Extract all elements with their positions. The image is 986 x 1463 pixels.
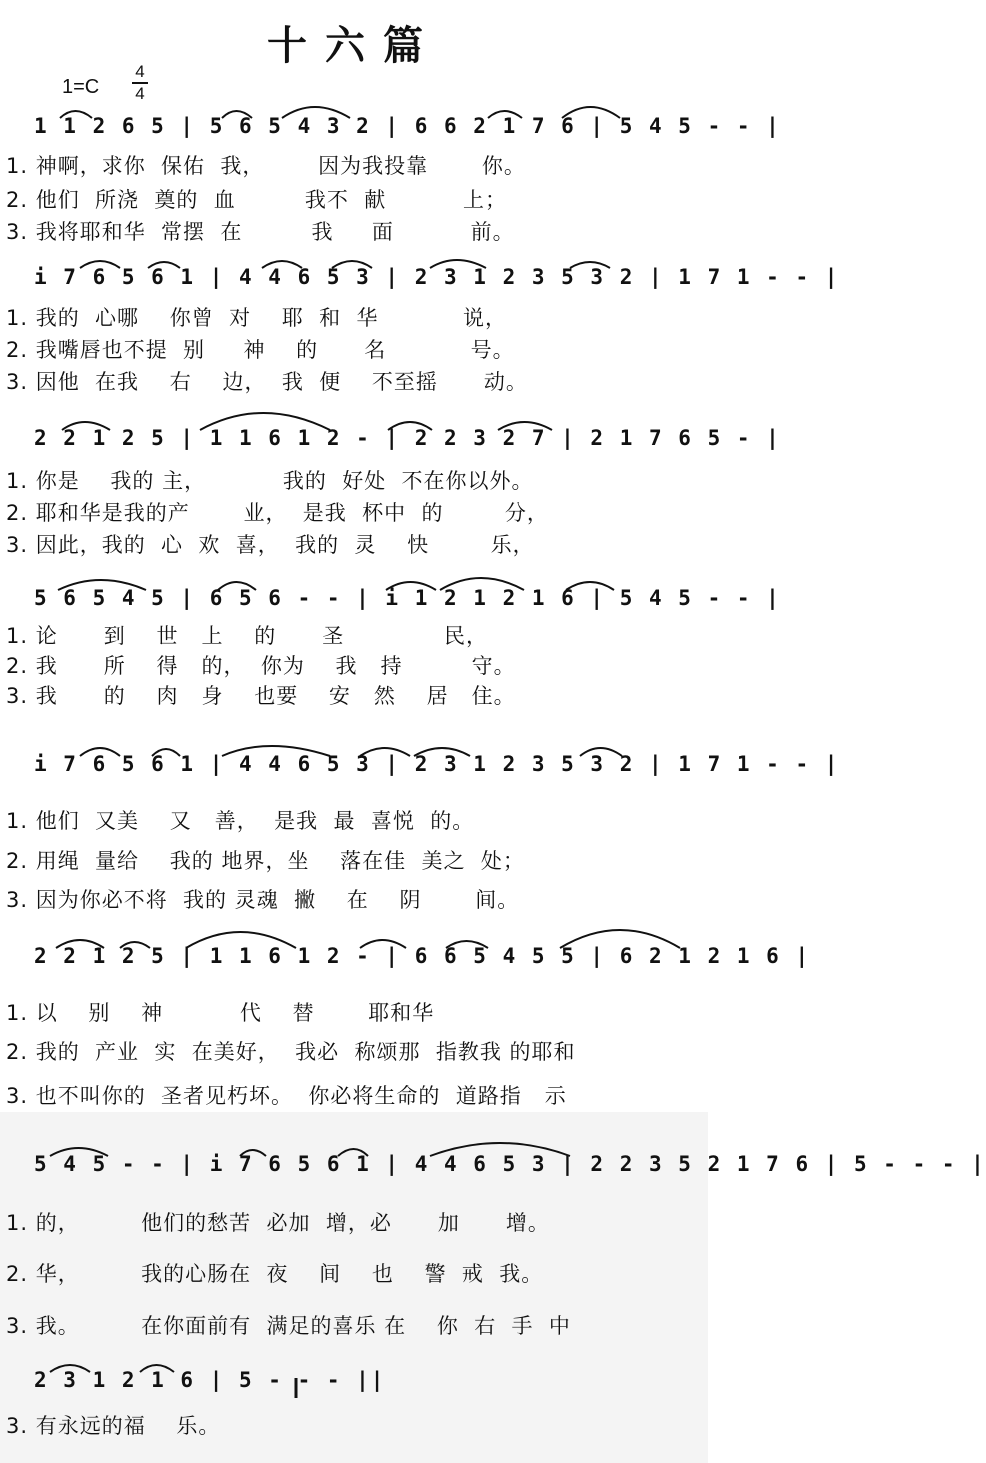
time-signature-bottom: 4 <box>135 84 145 103</box>
lyric-line: 1. 我的 心哪 你曾 对 耶 和 华 说， <box>6 306 507 330</box>
lyric-line: 1. 的， 他们的愁苦 必加 增，必 加 增。 <box>6 1211 550 1235</box>
lyric-line: 3. 因此，我的 心 欢 喜， 我的 灵 快 乐， <box>6 533 535 557</box>
lyric-line: 2. 我的 产业 实 在美好， 我必 称颂那 指教我 的耶和 <box>6 1040 576 1064</box>
key-signature: 1=C <box>62 76 100 98</box>
time-signature <box>132 63 148 103</box>
lyric-line: 1. 论 到 世 上 的 圣 民， <box>6 624 489 648</box>
lyric-line: 1. 你是 我的 主， 我的 好处 不在你以外。 <box>6 469 534 493</box>
lyric-line: 1. 以 别 神 代 替 耶和华 <box>6 1001 435 1025</box>
lyric-line: 2. 他们 所浇 奠的 血 我不 献 上； <box>6 188 507 212</box>
notation-line-8: 2 3 1 2 1 6 | 5 - - - || <box>34 1368 386 1392</box>
lyric-line: 2. 耶和华是我的产 业， 是我 杯中 的 分， <box>6 501 549 525</box>
notation-line-6: 2 2 1 2 5 | 1 1 6 1 2 - | 6 6 5 4 5 5 | 6 2 1 2 1 6 | <box>34 944 811 968</box>
lyric-line: 2. 华， 我的心肠在 夜 间 也 警 戒 我。 <box>6 1262 544 1286</box>
lyric-line: 2. 用绳 量给 我的 地界，坐 落在佳 美之 处； <box>6 849 525 873</box>
time-signature-top: 4 <box>135 62 145 81</box>
lyric-line: 3. 我。 在你面前有 满足的喜乐 在 你 右 手 中 <box>6 1314 571 1338</box>
lyric-line: 3. 因他 在我 右 边， 我 便 不至摇 动。 <box>6 370 528 394</box>
notation-line-5: i 7 6 5 6 1 | 4 4 6 5 3 | 2 3 1 2 3 5 3 2 | 1 7 1 - - | <box>34 752 840 776</box>
notation-line-3: 2 2 1 2 5 | 1 1 6 1 2 - | 2 2 3 2 7 | 2 1 7 6 5 - | <box>34 426 781 450</box>
lyric-line: 3. 因为你必不将 我的 灵魂 撇 在 阴 间。 <box>6 888 520 912</box>
lyric-line: 2. 我 所 得 的， 你为 我 持 守。 <box>6 654 516 678</box>
lyric-line: 3. 我将耶和华 常摆 在 我 面 前。 <box>6 220 515 244</box>
notation-line-7: 5 4 5 - - | i 7 6 5 6 1 | 4 4 6 5 3 | 2 2 3 5 2 1 7 6 | 5 - - - | <box>34 1152 986 1176</box>
lyric-line: 1. 他们 又美 又 善， 是我 最 喜悦 的。 <box>6 809 475 833</box>
page-title: 十六篇 <box>267 23 441 69</box>
lyric-line: 3. 我 的 肉 身 也要 安 然 居 住。 <box>6 684 516 708</box>
lyric-line: 3. 也不叫你的 圣者见朽坏。 你必将生命的 道路指 示 <box>6 1084 567 1108</box>
lyric-line: 3. 有永远的福 乐。 <box>6 1414 221 1438</box>
notation-line-4: 5 6 5 4 5 | 6 5 6 - - | i 1 2 1 2 1 6 | 5 4 5 - - | <box>34 586 781 610</box>
notation-line-2: i 7 6 5 6 1 | 4 4 6 5 3 | 2 3 1 2 3 5 3 2 | 1 7 1 - - | <box>34 265 840 289</box>
notation-line-1: 1 1 2 6 5 | 5 6 5 4 3 2 | 6 6 2 1 7 6 | 5 4 5 - - | <box>34 114 781 138</box>
lyric-line: 2. 我嘴唇也不提 别 神 的 名 号。 <box>6 338 515 362</box>
lyric-line: 1. 神啊，求你 保佑 我， 因为我投靠 你。 <box>6 154 526 178</box>
